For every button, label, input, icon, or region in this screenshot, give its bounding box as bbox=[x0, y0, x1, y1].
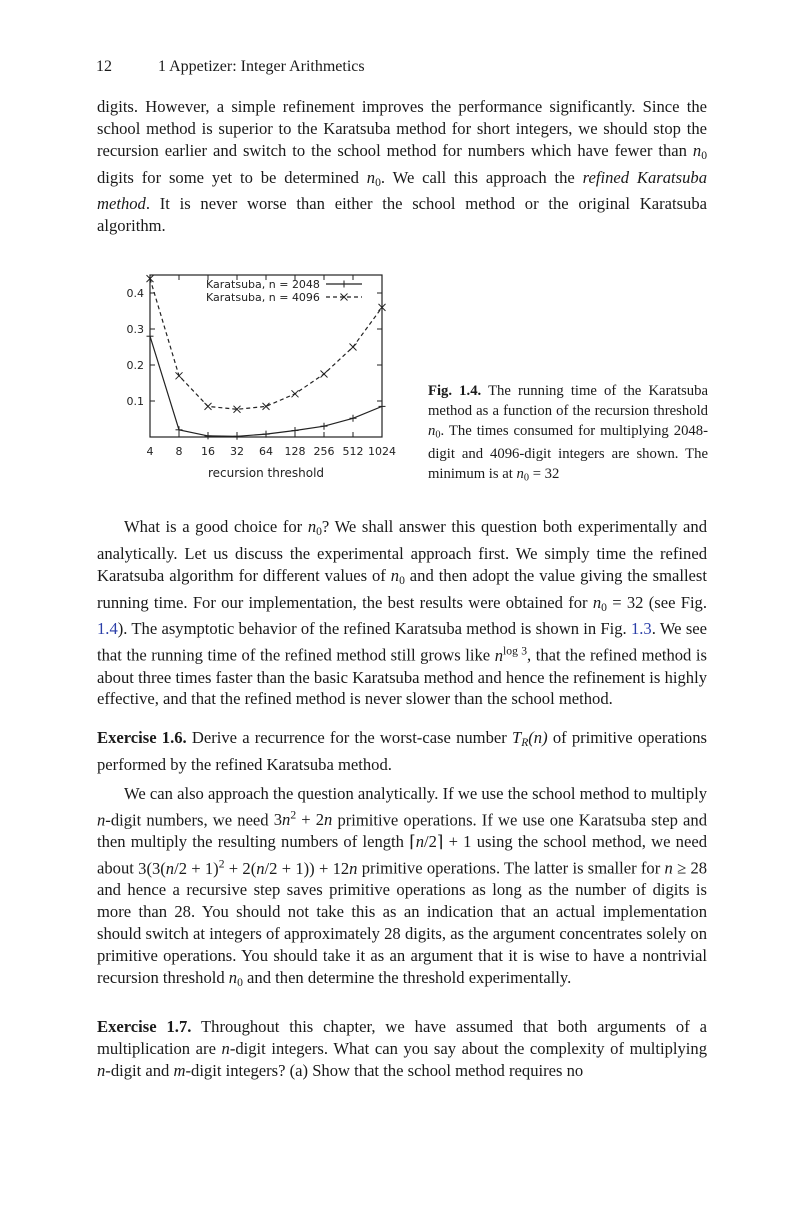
math-n-geq-28: n ≥ 28 bbox=[664, 858, 708, 878]
math-n-log3: $n^{log 3}$ bbox=[494, 644, 528, 665]
text-run: -digit numbers, we need bbox=[105, 810, 274, 830]
x-axis-label: recursion threshold bbox=[207, 466, 325, 480]
running-header bbox=[96, 58, 365, 76]
chart-svg bbox=[100, 262, 410, 484]
exercise-1-7 bbox=[97, 1016, 707, 1082]
math-n0: $n_0$ bbox=[516, 466, 530, 484]
math-ceil-n-half: ⌈n/2⌉ + 1 bbox=[409, 832, 472, 852]
x-tick-label: 32 bbox=[230, 445, 244, 458]
text-run: What is a good choice for bbox=[124, 517, 308, 536]
x-tick-label: 8 bbox=[175, 445, 183, 458]
legend-label: Karatsuba, n = 4096 bbox=[206, 291, 320, 304]
emphasized-term: refined Karatsuba method bbox=[97, 167, 707, 214]
text-run: and then determine the threshold experimentally. bbox=[242, 968, 572, 988]
y-tick-label: 0.4 bbox=[126, 287, 144, 300]
running-title: 1 Appetizer: Integer Arithmetics bbox=[158, 58, 365, 75]
y-tick-label: 0.2 bbox=[126, 359, 144, 372]
text-run: . It is never worse than either the school method or the original Karatsuba algorithm. bbox=[97, 194, 707, 236]
math-m: m bbox=[173, 1060, 186, 1080]
x-tick-label: 128 bbox=[284, 445, 306, 458]
text-run: = 32 (see Fig. bbox=[606, 592, 707, 612]
math-TR: $T_R(n)$ bbox=[511, 728, 548, 749]
text-run: -digit and bbox=[105, 1060, 174, 1080]
x-tick-label: 256 bbox=[313, 445, 335, 458]
paragraph-refinement bbox=[97, 96, 707, 237]
text-run: -digit integers? (a) Show that the school method requires no bbox=[185, 1060, 584, 1080]
paragraph-analytical bbox=[97, 783, 707, 994]
math-n0: $n_0$ bbox=[390, 565, 405, 587]
math-n0: $n_0$ bbox=[307, 517, 322, 538]
math-n0: $n_0$ bbox=[366, 167, 381, 189]
figure-caption bbox=[428, 382, 708, 489]
text-run: . We call this approach the bbox=[380, 167, 583, 187]
text-run: of primitive operations performed by the refined Karatsuba method. bbox=[97, 728, 707, 774]
x-tick-label: 1024 bbox=[368, 445, 396, 458]
page-number: 12 bbox=[96, 58, 112, 75]
math-n0: $n_0$ bbox=[428, 422, 441, 441]
math-n0: $n_0$ bbox=[692, 140, 707, 162]
y-tick-label: 0.1 bbox=[126, 395, 144, 408]
figure-running-time-chart bbox=[100, 262, 410, 484]
figure-ref-link[interactable]: 1.3 bbox=[630, 619, 652, 639]
x-tick-label: 16 bbox=[201, 445, 215, 458]
text-run: We can also approach the question analytically. If we use the school method to multiply bbox=[124, 784, 707, 803]
text-run: primitive operations. The latter is smaller for bbox=[357, 858, 665, 878]
text-run: and hence a recursive step saves primitive operations as long as the number of digits is more than 28. You should not take this as an indication that an actual implementation should switch at integers of approximately 28 digits, as the argument concentrates solely on primitive operations. You should take it as an argument that it is wise to have a nontrivial recursion threshold bbox=[97, 880, 707, 988]
text-run: = 32 bbox=[529, 466, 560, 483]
exercise-label: Exercise 1.6. bbox=[97, 728, 187, 747]
exercise-1-6 bbox=[97, 727, 707, 776]
x-tick-label: 512 bbox=[342, 445, 364, 458]
text-run: . The times consumed for multiplying 2048-digit and 4096-digit integers are shown. The minimum is at bbox=[428, 422, 708, 483]
math-n: n bbox=[221, 1038, 230, 1058]
legend bbox=[206, 278, 362, 304]
exercise-label: Exercise 1.7. bbox=[97, 1017, 192, 1036]
legend-label: Karatsuba, n = 2048 bbox=[206, 278, 320, 291]
math-n: n bbox=[97, 810, 106, 830]
figure-ref-link[interactable]: 1.4 bbox=[97, 619, 118, 639]
text-run: Derive a recurrence for the worst-case number bbox=[186, 728, 512, 747]
text-run: primitive operations. If we use one Karatsuba step and then multiply the resulting numbers of length bbox=[97, 810, 707, 852]
text-run: ). The asymptotic behavior of the refined Karatsuba method is shown in Fig. bbox=[117, 619, 631, 639]
math-karatsuba-cost: $3(3(n/2 + 1)^2 + 2(n/2 + 1)) + 12n$ bbox=[138, 857, 358, 878]
text-run: -digit integers. What can you say about the complexity of multiplying bbox=[229, 1038, 708, 1058]
math-n: n bbox=[97, 1060, 106, 1080]
text-run: digits. However, a simple refinement improves the performance significantly. Since the school method is superior to the Karatsuba method for short integers, we should stop the recursion earlier and switch to the school method for numbers which have fewer than bbox=[97, 97, 707, 160]
text-run: Throughout this chapter, we have assumed that both arguments of a multiplication are bbox=[97, 1017, 707, 1058]
math-n0: $n_0$ bbox=[592, 592, 607, 614]
x-tick-label: 64 bbox=[259, 445, 273, 458]
text-run: using the school method, we need about bbox=[97, 832, 707, 878]
text-run: . We see that the running time of the refined method still grows like bbox=[97, 619, 708, 665]
math-school-cost: $3n^2 + 2n$ bbox=[273, 808, 333, 830]
text-run: ? We shall answer this question both experimentally and analytically. Let us discuss the experimental approach first. We simply time the refined Karatsuba algorithm for different values of bbox=[97, 517, 708, 585]
figure-label: Fig. 1.4. bbox=[428, 383, 482, 399]
paragraph-experimental bbox=[97, 516, 707, 710]
x-tick-label: 4 bbox=[146, 445, 154, 458]
y-tick-label: 0.3 bbox=[126, 323, 144, 336]
y-axis bbox=[127, 287, 383, 408]
text-run: digits for some yet to be determined bbox=[97, 167, 367, 187]
math-n0: $n_0$ bbox=[228, 968, 243, 989]
text-run: and then adopt the value giving the smallest running time. For our implementation, the best results were obtained for bbox=[97, 565, 707, 612]
text-run: , that the refined method is about three times faster than the basic Karatsuba method and hence the refinement is highly effective, and that the refined method is never slower than the school method. bbox=[97, 645, 707, 709]
text-run: The running time of the Karatsuba method as a function of the recursion threshold bbox=[428, 383, 708, 419]
series-line bbox=[150, 336, 382, 436]
